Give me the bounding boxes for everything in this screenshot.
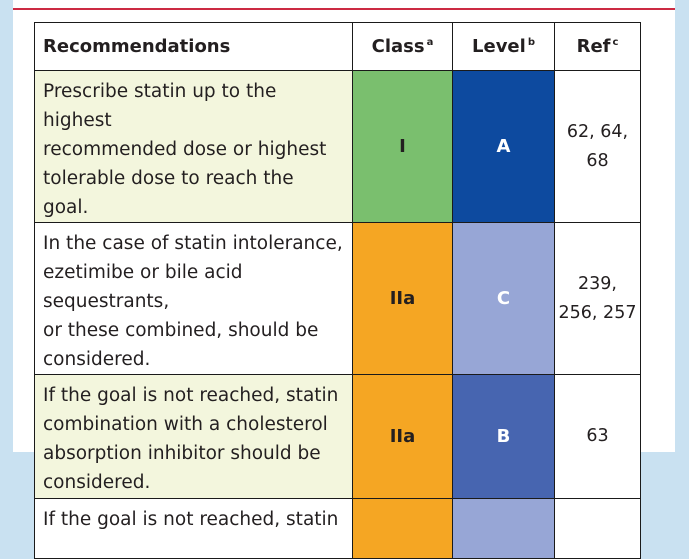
- top-rule: [13, 8, 675, 10]
- level-cell: [453, 499, 555, 559]
- ref-cell: 239, 256, 257: [555, 223, 641, 375]
- header-class: Class $^a$: [353, 23, 453, 71]
- table-row: [35, 375, 641, 499]
- recommendation-cell: If the goal is not reached, statin combination with a cholesterol absorption inhibitor should be considered.: [35, 375, 353, 499]
- header-ref: Ref $^c$: [555, 23, 641, 71]
- header-class-footnote: a: [426, 37, 434, 48]
- header-level-footnote: b: [527, 37, 535, 48]
- recommendation-cell: Prescribe statin up to the highest recommended dose or highest tolerable dose to reach the goal.: [35, 71, 353, 223]
- header-recommendations: Recommendations: [35, 23, 353, 71]
- level-cell: C: [453, 223, 555, 375]
- class-cell: IIa: [353, 223, 453, 375]
- class-cell: IIa: [353, 375, 453, 499]
- recommendations-table: [34, 22, 641, 559]
- table-row: [35, 223, 641, 375]
- ref-cell: [555, 499, 641, 559]
- class-cell: I: [353, 71, 453, 223]
- content-panel: [13, 0, 675, 530]
- header-ref-footnote: c: [612, 37, 619, 48]
- class-cell: [353, 499, 453, 559]
- table-header-row: [35, 23, 641, 71]
- header-level: Level $^b$: [453, 23, 555, 71]
- level-cell: B: [453, 375, 555, 499]
- recommendation-cell: If the goal is not reached, statin: [35, 499, 353, 559]
- table-row: [35, 71, 641, 223]
- ref-cell: 62, 64, 68: [555, 71, 641, 223]
- table-row: [35, 499, 641, 559]
- ref-cell: 63: [555, 375, 641, 499]
- recommendation-cell: In the case of statin intolerance, ezetimibe or bile acid sequestrants, or these combined, should be considered.: [35, 223, 353, 375]
- level-cell: A: [453, 71, 555, 223]
